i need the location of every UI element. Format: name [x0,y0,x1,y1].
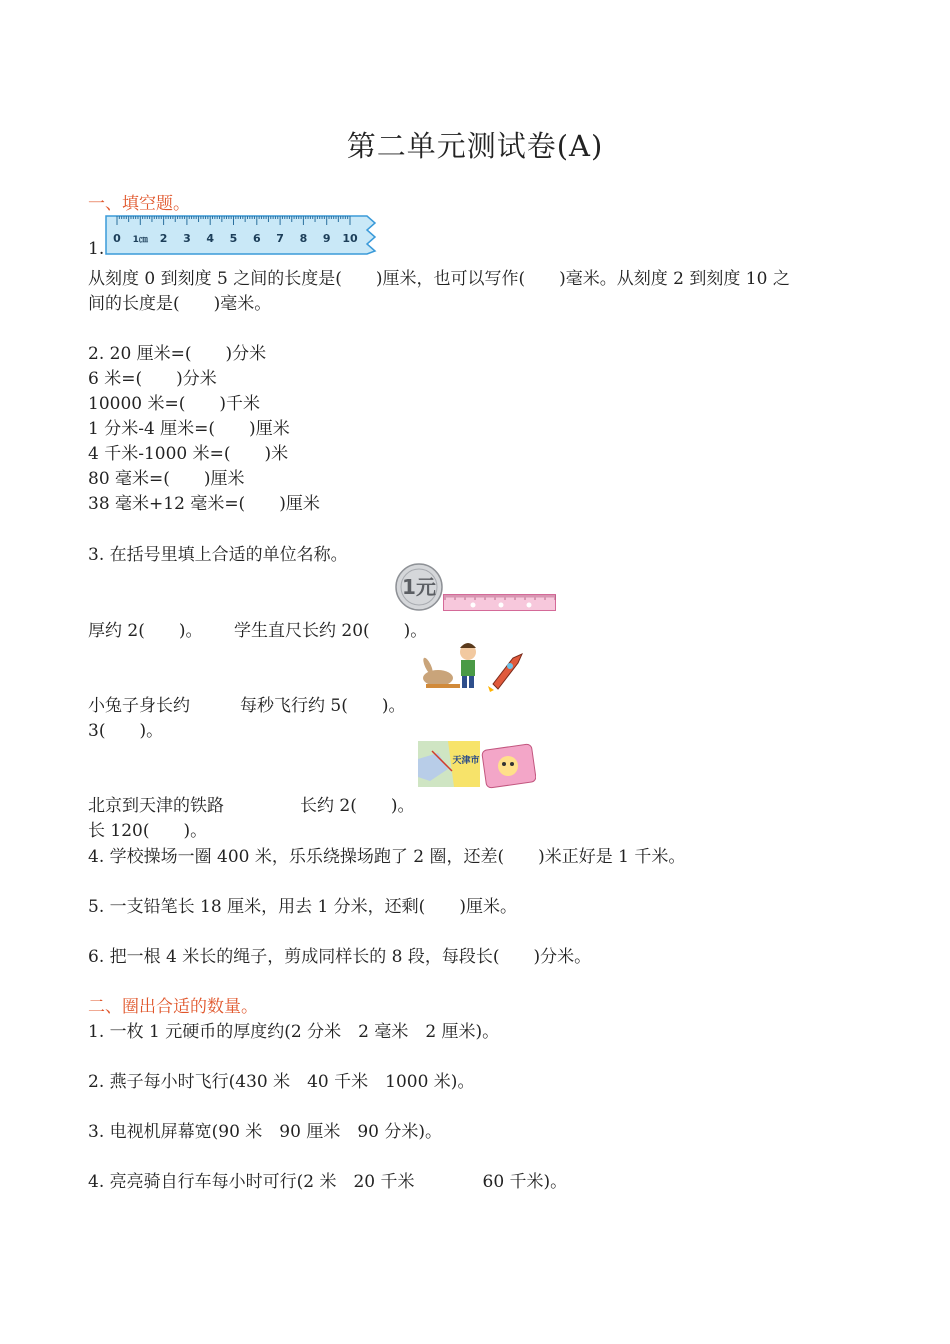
ruler-mark-label: 1㎝ [132,235,148,245]
question-2-line: 80 毫米=( )厘米 [88,469,245,489]
ruler-mark-label: 7 [276,232,284,245]
ruler-mark-label: 2 [159,232,168,245]
q3-row1-b: 学生直尺长约 20( )。 [234,621,428,641]
ruler-image [105,215,377,255]
student-ruler-image [443,594,556,611]
map-pencilcase-image [418,741,536,789]
section-2-item: 4. 亮亮骑自行车每小时可行(2 米 20 千米 60 千米)。 [88,1172,568,1192]
question-3-stem: 3. 在括号里填上合适的单位名称。 [88,545,348,565]
ruler-mark-label: 8 [299,232,308,245]
section-2-heading: 二、圈出合适的数量。 [88,997,258,1017]
q3-row3-b: 长约 2( )。 [300,796,415,816]
ruler-mark-label: 5 [229,232,238,245]
question-1-text-line2: 间的长度是( )毫米。 [88,294,272,314]
question-1-text-line1: 从刻度 0 到刻度 5 之间的长度是( )厘米，也可以写作( )毫米。从刻度 2 到刻度 10 之 [88,269,790,289]
section-1-heading: 一、填空题。 [88,194,190,214]
question-2-line: 6 米=( )分米 [88,369,217,389]
q3-row1-a: 厚约 2( )。 [88,621,203,641]
ruler-mark-label: 10 [342,232,358,245]
page-title: 第二单元测试卷(A) [346,129,604,163]
ruler-mark-label: 9 [322,232,331,245]
question-2-line: 4 千米-1000 米=( )米 [88,444,289,464]
question-4: 4. 学校操场一圈 400 米，乐乐绕操场跑了 2 圈，还差( )米正好是 1 千米。 [88,847,686,867]
ruler-mark-label: 0 [113,232,121,245]
question-6: 6. 把一根 4 米长的绳子，剪成同样长的 8 段，每段长( )分米。 [88,947,592,967]
q3-row2-b: 每秒飞行约 5( )。 [240,696,406,716]
rabbit-rocket-image [418,640,528,692]
q3-row2-a: 小兔子身长约 [88,696,190,716]
ruler-mark-label: 6 [252,232,261,245]
question-2-line: 1 分米-4 厘米=( )厘米 [88,419,290,439]
question-2-line: 10000 米=( )千米 [88,394,260,414]
section-2-item: 1. 一枚 1 元硬币的厚度约(2 分米 2 毫米 2 厘米)。 [88,1022,500,1042]
section-2-item: 3. 电视机屏幕宽(90 米 90 厘米 90 分米)。 [88,1122,442,1142]
question-2-line: 38 毫米+12 毫米=( )厘米 [88,494,320,514]
q3-row2-c: 3( )。 [88,721,164,741]
question-1-number: 1. [88,239,105,259]
coin-label: 1元 [402,575,436,599]
question-5: 5. 一支铅笔长 18 厘米，用去 1 分米，还剩( )厘米。 [88,897,517,917]
q3-row3-a: 北京到天津的铁路 [88,796,224,816]
question-2-line: 2. 20 厘米=( )分米 [88,344,267,364]
ruler-mark-label: 3 [183,232,191,245]
q3-row3-c: 长 120( )。 [88,821,208,841]
map-label: 天津市 [452,756,480,766]
section-2-item: 2. 燕子每小时飞行(430 米 40 千米 1000 米)。 [88,1072,475,1092]
coin-image [395,563,443,611]
ruler-mark-label: 4 [206,232,215,245]
